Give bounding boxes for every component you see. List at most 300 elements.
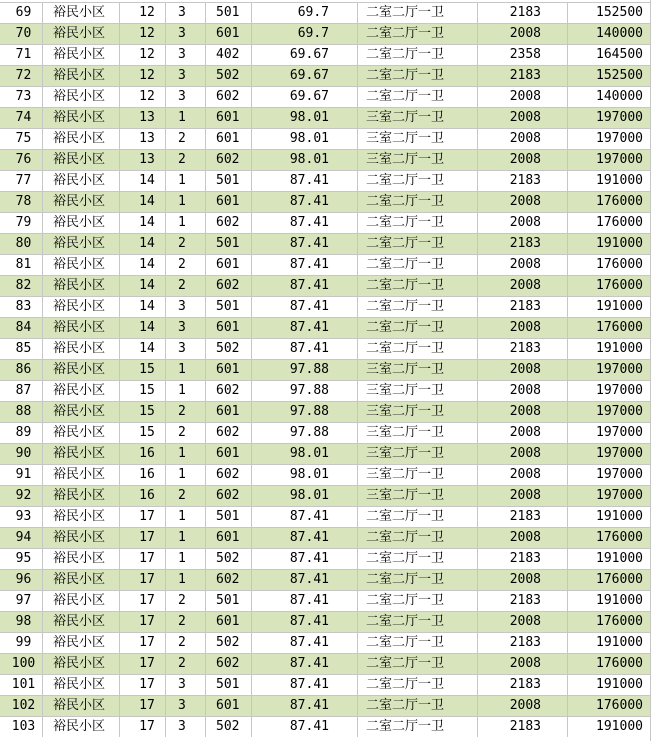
row-number-cell[interactable]: 91 <box>0 465 43 485</box>
room-cell[interactable]: 602 <box>206 381 252 401</box>
community-cell[interactable]: 裕民小区 <box>43 108 120 128</box>
total-price-cell[interactable]: 197000 <box>596 152 643 167</box>
row-number-cell[interactable]: 84 <box>0 318 43 338</box>
area-cell[interactable]: 97.88 <box>252 423 358 443</box>
building-cell[interactable]: 14 <box>120 339 166 359</box>
unit-price-cell[interactable]: 2008 <box>478 150 568 170</box>
row-number-cell[interactable]: 70 <box>0 24 43 44</box>
room-cell[interactable]: 602 <box>206 213 252 233</box>
layout-cell[interactable]: 二室二厅一卫 <box>358 612 478 632</box>
layout-cell[interactable]: 二室二厅一卫 <box>358 171 478 191</box>
room-cell[interactable]: 502 <box>206 549 252 569</box>
building-cell[interactable]: 14 <box>120 192 166 212</box>
layout-cell[interactable]: 二室二厅一卫 <box>358 234 478 254</box>
unit-cell[interactable]: 1 <box>166 381 206 401</box>
total-price-cell[interactable]: 152500 <box>596 68 643 83</box>
total-price-cell[interactable]: 176000 <box>596 257 643 272</box>
unit-cell[interactable]: 1 <box>166 108 206 128</box>
layout-cell[interactable]: 三室二厅一卫 <box>358 423 478 443</box>
unit-price-cell[interactable]: 2008 <box>478 276 568 296</box>
total-price-cell[interactable]: 140000 <box>596 89 643 104</box>
total-price-cell[interactable]: 191000 <box>596 299 643 314</box>
unit-cell[interactable]: 1 <box>166 444 206 464</box>
total-price-cell[interactable]: 191000 <box>596 719 643 734</box>
row-number-cell[interactable]: 76 <box>0 150 43 170</box>
layout-cell[interactable]: 二室二厅一卫 <box>358 717 478 737</box>
row-number-cell[interactable]: 103 <box>0 717 43 737</box>
area-cell[interactable]: 98.01 <box>252 129 358 149</box>
unit-price-cell[interactable]: 2008 <box>478 24 568 44</box>
building-cell[interactable]: 17 <box>120 507 166 527</box>
room-cell[interactable]: 601 <box>206 612 252 632</box>
total-price-cell[interactable]: 176000 <box>596 320 643 335</box>
building-cell[interactable]: 14 <box>120 276 166 296</box>
total-price-cell[interactable]: 197000 <box>596 467 643 482</box>
building-cell[interactable]: 14 <box>120 318 166 338</box>
building-cell[interactable]: 14 <box>120 213 166 233</box>
total-price-cell[interactable]: 197000 <box>596 446 643 461</box>
unit-price-cell[interactable]: 2008 <box>478 444 568 464</box>
unit-price-cell[interactable]: 2008 <box>478 402 568 422</box>
room-cell[interactable]: 402 <box>206 45 252 65</box>
community-cell[interactable]: 裕民小区 <box>43 45 120 65</box>
building-cell[interactable]: 15 <box>120 360 166 380</box>
total-price-cell[interactable]: 176000 <box>596 215 643 230</box>
unit-cell[interactable]: 1 <box>166 570 206 590</box>
community-cell[interactable]: 裕民小区 <box>43 654 120 674</box>
room-cell[interactable]: 601 <box>206 108 252 128</box>
layout-cell[interactable]: 二室二厅一卫 <box>358 255 478 275</box>
unit-price-cell[interactable]: 2358 <box>478 45 568 65</box>
layout-cell[interactable]: 二室二厅一卫 <box>358 528 478 548</box>
total-price-cell[interactable]: 176000 <box>596 698 643 713</box>
layout-cell[interactable]: 二室二厅一卫 <box>358 675 478 695</box>
community-cell[interactable]: 裕民小区 <box>43 3 120 23</box>
row-number-cell[interactable]: 93 <box>0 507 43 527</box>
area-cell[interactable]: 87.41 <box>252 171 358 191</box>
total-price-cell[interactable]: 197000 <box>596 362 643 377</box>
layout-cell[interactable]: 三室二厅一卫 <box>358 486 478 506</box>
community-cell[interactable]: 裕民小区 <box>43 549 120 569</box>
unit-price-cell[interactable]: 2183 <box>478 66 568 86</box>
community-cell[interactable]: 裕民小区 <box>43 570 120 590</box>
community-cell[interactable]: 裕民小区 <box>43 675 120 695</box>
room-cell[interactable]: 501 <box>206 171 252 191</box>
area-cell[interactable]: 87.41 <box>252 675 358 695</box>
area-cell[interactable]: 98.01 <box>252 444 358 464</box>
row-number-cell[interactable]: 96 <box>0 570 43 590</box>
unit-cell[interactable]: 2 <box>166 255 206 275</box>
unit-cell[interactable]: 2 <box>166 150 206 170</box>
total-price-cell[interactable]: 152500 <box>596 5 643 20</box>
unit-cell[interactable]: 1 <box>166 549 206 569</box>
community-cell[interactable]: 裕民小区 <box>43 24 120 44</box>
unit-price-cell[interactable]: 2008 <box>478 108 568 128</box>
unit-cell[interactable]: 3 <box>166 24 206 44</box>
unit-price-cell[interactable]: 2008 <box>478 486 568 506</box>
community-cell[interactable]: 裕民小区 <box>43 402 120 422</box>
building-cell[interactable]: 14 <box>120 234 166 254</box>
unit-price-cell[interactable]: 2008 <box>478 87 568 107</box>
room-cell[interactable]: 602 <box>206 654 252 674</box>
layout-cell[interactable]: 三室二厅一卫 <box>358 360 478 380</box>
area-cell[interactable]: 87.41 <box>252 297 358 317</box>
row-number-cell[interactable]: 81 <box>0 255 43 275</box>
area-cell[interactable]: 87.41 <box>252 654 358 674</box>
total-price-cell[interactable]: 176000 <box>596 656 643 671</box>
unit-price-cell[interactable]: 2008 <box>478 423 568 443</box>
room-cell[interactable]: 601 <box>206 24 252 44</box>
layout-cell[interactable]: 三室二厅一卫 <box>358 108 478 128</box>
unit-cell[interactable]: 3 <box>166 66 206 86</box>
layout-cell[interactable]: 二室二厅一卫 <box>358 66 478 86</box>
building-cell[interactable]: 15 <box>120 381 166 401</box>
layout-cell[interactable]: 二室二厅一卫 <box>358 339 478 359</box>
area-cell[interactable]: 97.88 <box>252 402 358 422</box>
unit-price-cell[interactable]: 2183 <box>478 297 568 317</box>
unit-cell[interactable]: 1 <box>166 171 206 191</box>
community-cell[interactable]: 裕民小区 <box>43 234 120 254</box>
total-price-cell[interactable]: 176000 <box>596 572 643 587</box>
unit-cell[interactable]: 2 <box>166 276 206 296</box>
building-cell[interactable]: 16 <box>120 444 166 464</box>
unit-cell[interactable]: 3 <box>166 45 206 65</box>
area-cell[interactable]: 87.41 <box>252 696 358 716</box>
community-cell[interactable]: 裕民小区 <box>43 339 120 359</box>
area-cell[interactable]: 87.41 <box>252 528 358 548</box>
community-cell[interactable]: 裕民小区 <box>43 318 120 338</box>
unit-price-cell[interactable]: 2008 <box>478 213 568 233</box>
room-cell[interactable]: 601 <box>206 129 252 149</box>
unit-price-cell[interactable]: 2183 <box>478 717 568 737</box>
layout-cell[interactable]: 三室二厅一卫 <box>358 465 478 485</box>
layout-cell[interactable]: 三室二厅一卫 <box>358 381 478 401</box>
layout-cell[interactable]: 二室二厅一卫 <box>358 297 478 317</box>
building-cell[interactable]: 15 <box>120 402 166 422</box>
layout-cell[interactable]: 二室二厅一卫 <box>358 45 478 65</box>
building-cell[interactable]: 13 <box>120 150 166 170</box>
unit-price-cell[interactable]: 2008 <box>478 192 568 212</box>
total-price-cell[interactable]: 140000 <box>596 26 643 41</box>
layout-cell[interactable]: 二室二厅一卫 <box>358 633 478 653</box>
area-cell[interactable]: 87.41 <box>252 255 358 275</box>
community-cell[interactable]: 裕民小区 <box>43 150 120 170</box>
row-number-cell[interactable]: 85 <box>0 339 43 359</box>
layout-cell[interactable]: 二室二厅一卫 <box>358 213 478 233</box>
building-cell[interactable]: 17 <box>120 612 166 632</box>
room-cell[interactable]: 601 <box>206 402 252 422</box>
unit-cell[interactable]: 3 <box>166 3 206 23</box>
row-number-cell[interactable]: 89 <box>0 423 43 443</box>
room-cell[interactable]: 601 <box>206 528 252 548</box>
area-cell[interactable]: 98.01 <box>252 465 358 485</box>
room-cell[interactable]: 502 <box>206 717 252 737</box>
area-cell[interactable]: 87.41 <box>252 276 358 296</box>
area-cell[interactable]: 87.41 <box>252 612 358 632</box>
row-number-cell[interactable]: 90 <box>0 444 43 464</box>
total-price-cell[interactable]: 197000 <box>596 425 643 440</box>
total-price-cell[interactable]: 191000 <box>596 677 643 692</box>
room-cell[interactable]: 501 <box>206 507 252 527</box>
unit-cell[interactable]: 1 <box>166 213 206 233</box>
total-price-cell[interactable]: 191000 <box>596 236 643 251</box>
community-cell[interactable]: 裕民小区 <box>43 381 120 401</box>
unit-cell[interactable]: 2 <box>166 612 206 632</box>
area-cell[interactable]: 98.01 <box>252 150 358 170</box>
room-cell[interactable]: 501 <box>206 3 252 23</box>
total-price-cell[interactable]: 176000 <box>596 530 643 545</box>
building-cell[interactable]: 14 <box>120 255 166 275</box>
room-cell[interactable]: 502 <box>206 66 252 86</box>
unit-cell[interactable]: 2 <box>166 486 206 506</box>
layout-cell[interactable]: 二室二厅一卫 <box>358 654 478 674</box>
community-cell[interactable]: 裕民小区 <box>43 297 120 317</box>
total-price-cell[interactable]: 197000 <box>596 404 643 419</box>
room-cell[interactable]: 602 <box>206 486 252 506</box>
building-cell[interactable]: 14 <box>120 171 166 191</box>
building-cell[interactable]: 17 <box>120 717 166 737</box>
area-cell[interactable]: 69.67 <box>252 45 358 65</box>
unit-price-cell[interactable]: 2008 <box>478 654 568 674</box>
building-cell[interactable]: 16 <box>120 486 166 506</box>
layout-cell[interactable]: 二室二厅一卫 <box>358 591 478 611</box>
row-number-cell[interactable]: 79 <box>0 213 43 233</box>
room-cell[interactable]: 601 <box>206 444 252 464</box>
unit-cell[interactable]: 3 <box>166 696 206 716</box>
unit-cell[interactable]: 2 <box>166 234 206 254</box>
area-cell[interactable]: 87.41 <box>252 213 358 233</box>
row-number-cell[interactable]: 95 <box>0 549 43 569</box>
area-cell[interactable]: 87.41 <box>252 717 358 737</box>
building-cell[interactable]: 17 <box>120 696 166 716</box>
row-number-cell[interactable]: 73 <box>0 87 43 107</box>
total-price-cell[interactable]: 197000 <box>596 110 643 125</box>
room-cell[interactable]: 602 <box>206 276 252 296</box>
total-price-cell[interactable]: 191000 <box>596 635 643 650</box>
room-cell[interactable]: 502 <box>206 633 252 653</box>
building-cell[interactable]: 14 <box>120 297 166 317</box>
row-number-cell[interactable]: 102 <box>0 696 43 716</box>
building-cell[interactable]: 13 <box>120 108 166 128</box>
building-cell[interactable]: 17 <box>120 528 166 548</box>
community-cell[interactable]: 裕民小区 <box>43 528 120 548</box>
row-number-cell[interactable]: 99 <box>0 633 43 653</box>
unit-cell[interactable]: 2 <box>166 591 206 611</box>
unit-price-cell[interactable]: 2008 <box>478 465 568 485</box>
area-cell[interactable]: 87.41 <box>252 234 358 254</box>
unit-cell[interactable]: 1 <box>166 528 206 548</box>
unit-price-cell[interactable]: 2183 <box>478 507 568 527</box>
building-cell[interactable]: 12 <box>120 45 166 65</box>
community-cell[interactable]: 裕民小区 <box>43 465 120 485</box>
room-cell[interactable]: 602 <box>206 423 252 443</box>
room-cell[interactable]: 601 <box>206 192 252 212</box>
unit-price-cell[interactable]: 2183 <box>478 171 568 191</box>
community-cell[interactable]: 裕民小区 <box>43 66 120 86</box>
unit-price-cell[interactable]: 2183 <box>478 549 568 569</box>
layout-cell[interactable]: 二室二厅一卫 <box>358 192 478 212</box>
building-cell[interactable]: 12 <box>120 87 166 107</box>
total-price-cell[interactable]: 197000 <box>596 383 643 398</box>
row-number-cell[interactable]: 97 <box>0 591 43 611</box>
unit-price-cell[interactable]: 2008 <box>478 696 568 716</box>
unit-price-cell[interactable]: 2008 <box>478 381 568 401</box>
row-number-cell[interactable]: 87 <box>0 381 43 401</box>
community-cell[interactable]: 裕民小区 <box>43 192 120 212</box>
community-cell[interactable]: 裕民小区 <box>43 486 120 506</box>
total-price-cell[interactable]: 191000 <box>596 341 643 356</box>
row-number-cell[interactable]: 72 <box>0 66 43 86</box>
layout-cell[interactable]: 三室二厅一卫 <box>358 444 478 464</box>
area-cell[interactable]: 87.41 <box>252 633 358 653</box>
unit-price-cell[interactable]: 2008 <box>478 528 568 548</box>
row-number-cell[interactable]: 98 <box>0 612 43 632</box>
building-cell[interactable]: 17 <box>120 570 166 590</box>
community-cell[interactable]: 裕民小区 <box>43 612 120 632</box>
building-cell[interactable]: 17 <box>120 549 166 569</box>
area-cell[interactable]: 69.7 <box>252 3 358 23</box>
layout-cell[interactable]: 二室二厅一卫 <box>358 276 478 296</box>
community-cell[interactable]: 裕民小区 <box>43 129 120 149</box>
community-cell[interactable]: 裕民小区 <box>43 87 120 107</box>
building-cell[interactable]: 16 <box>120 465 166 485</box>
unit-cell[interactable]: 2 <box>166 402 206 422</box>
room-cell[interactable]: 601 <box>206 318 252 338</box>
row-number-cell[interactable]: 92 <box>0 486 43 506</box>
area-cell[interactable]: 87.41 <box>252 570 358 590</box>
community-cell[interactable]: 裕民小区 <box>43 717 120 737</box>
room-cell[interactable]: 602 <box>206 150 252 170</box>
room-cell[interactable]: 501 <box>206 675 252 695</box>
community-cell[interactable]: 裕民小区 <box>43 423 120 443</box>
community-cell[interactable]: 裕民小区 <box>43 255 120 275</box>
room-cell[interactable]: 601 <box>206 255 252 275</box>
building-cell[interactable]: 12 <box>120 66 166 86</box>
unit-price-cell[interactable]: 2183 <box>478 591 568 611</box>
unit-cell[interactable]: 3 <box>166 87 206 107</box>
row-number-cell[interactable]: 71 <box>0 45 43 65</box>
unit-price-cell[interactable]: 2008 <box>478 612 568 632</box>
unit-price-cell[interactable]: 2008 <box>478 570 568 590</box>
row-number-cell[interactable]: 77 <box>0 171 43 191</box>
area-cell[interactable]: 87.41 <box>252 339 358 359</box>
area-cell[interactable]: 87.41 <box>252 318 358 338</box>
area-cell[interactable]: 98.01 <box>252 486 358 506</box>
layout-cell[interactable]: 二室二厅一卫 <box>358 3 478 23</box>
unit-cell[interactable]: 3 <box>166 675 206 695</box>
layout-cell[interactable]: 二室二厅一卫 <box>358 87 478 107</box>
row-number-cell[interactable]: 94 <box>0 528 43 548</box>
row-number-cell[interactable]: 80 <box>0 234 43 254</box>
layout-cell[interactable]: 三室二厅一卫 <box>358 402 478 422</box>
row-number-cell[interactable]: 82 <box>0 276 43 296</box>
unit-price-cell[interactable]: 2183 <box>478 234 568 254</box>
community-cell[interactable]: 裕民小区 <box>43 696 120 716</box>
unit-price-cell[interactable]: 2183 <box>478 3 568 23</box>
layout-cell[interactable]: 二室二厅一卫 <box>358 507 478 527</box>
unit-price-cell[interactable]: 2183 <box>478 633 568 653</box>
community-cell[interactable]: 裕民小区 <box>43 444 120 464</box>
area-cell[interactable]: 98.01 <box>252 108 358 128</box>
total-price-cell[interactable]: 176000 <box>596 278 643 293</box>
area-cell[interactable]: 69.67 <box>252 66 358 86</box>
row-number-cell[interactable]: 69 <box>0 3 43 23</box>
community-cell[interactable]: 裕民小区 <box>43 171 120 191</box>
row-number-cell[interactable]: 78 <box>0 192 43 212</box>
row-number-cell[interactable]: 100 <box>0 654 43 674</box>
unit-price-cell[interactable]: 2008 <box>478 129 568 149</box>
area-cell[interactable]: 97.88 <box>252 381 358 401</box>
area-cell[interactable]: 87.41 <box>252 549 358 569</box>
room-cell[interactable]: 602 <box>206 87 252 107</box>
unit-cell[interactable]: 3 <box>166 717 206 737</box>
community-cell[interactable]: 裕民小区 <box>43 591 120 611</box>
building-cell[interactable]: 12 <box>120 3 166 23</box>
room-cell[interactable]: 601 <box>206 696 252 716</box>
area-cell[interactable]: 69.67 <box>252 87 358 107</box>
unit-cell[interactable]: 1 <box>166 360 206 380</box>
total-price-cell[interactable]: 164500 <box>596 47 643 62</box>
community-cell[interactable]: 裕民小区 <box>43 276 120 296</box>
community-cell[interactable]: 裕民小区 <box>43 633 120 653</box>
building-cell[interactable]: 17 <box>120 633 166 653</box>
unit-price-cell[interactable]: 2008 <box>478 318 568 338</box>
unit-cell[interactable]: 1 <box>166 465 206 485</box>
unit-cell[interactable]: 2 <box>166 129 206 149</box>
unit-cell[interactable]: 3 <box>166 339 206 359</box>
layout-cell[interactable]: 二室二厅一卫 <box>358 549 478 569</box>
layout-cell[interactable]: 二室二厅一卫 <box>358 696 478 716</box>
building-cell[interactable]: 17 <box>120 654 166 674</box>
layout-cell[interactable]: 二室二厅一卫 <box>358 24 478 44</box>
building-cell[interactable]: 15 <box>120 423 166 443</box>
total-price-cell[interactable]: 191000 <box>596 593 643 608</box>
total-price-cell[interactable]: 191000 <box>596 173 643 188</box>
community-cell[interactable]: 裕民小区 <box>43 213 120 233</box>
unit-cell[interactable]: 2 <box>166 633 206 653</box>
total-price-cell[interactable]: 176000 <box>596 614 643 629</box>
unit-cell[interactable]: 2 <box>166 654 206 674</box>
row-number-cell[interactable]: 83 <box>0 297 43 317</box>
row-number-cell[interactable]: 75 <box>0 129 43 149</box>
layout-cell[interactable]: 三室二厅一卫 <box>358 150 478 170</box>
layout-cell[interactable]: 三室二厅一卫 <box>358 129 478 149</box>
unit-cell[interactable]: 3 <box>166 318 206 338</box>
room-cell[interactable]: 601 <box>206 360 252 380</box>
total-price-cell[interactable]: 191000 <box>596 551 643 566</box>
row-number-cell[interactable]: 88 <box>0 402 43 422</box>
unit-price-cell[interactable]: 2183 <box>478 339 568 359</box>
unit-cell[interactable]: 1 <box>166 192 206 212</box>
room-cell[interactable]: 602 <box>206 570 252 590</box>
layout-cell[interactable]: 二室二厅一卫 <box>358 570 478 590</box>
unit-price-cell[interactable]: 2008 <box>478 360 568 380</box>
row-number-cell[interactable]: 101 <box>0 675 43 695</box>
unit-price-cell[interactable]: 2008 <box>478 255 568 275</box>
building-cell[interactable]: 17 <box>120 591 166 611</box>
layout-cell[interactable]: 二室二厅一卫 <box>358 318 478 338</box>
community-cell[interactable]: 裕民小区 <box>43 360 120 380</box>
community-cell[interactable]: 裕民小区 <box>43 507 120 527</box>
area-cell[interactable]: 69.7 <box>252 24 358 44</box>
total-price-cell[interactable]: 197000 <box>596 488 643 503</box>
building-cell[interactable]: 13 <box>120 129 166 149</box>
room-cell[interactable]: 502 <box>206 339 252 359</box>
total-price-cell[interactable]: 197000 <box>596 131 643 146</box>
building-cell[interactable]: 17 <box>120 675 166 695</box>
unit-cell[interactable]: 3 <box>166 297 206 317</box>
room-cell[interactable]: 501 <box>206 591 252 611</box>
